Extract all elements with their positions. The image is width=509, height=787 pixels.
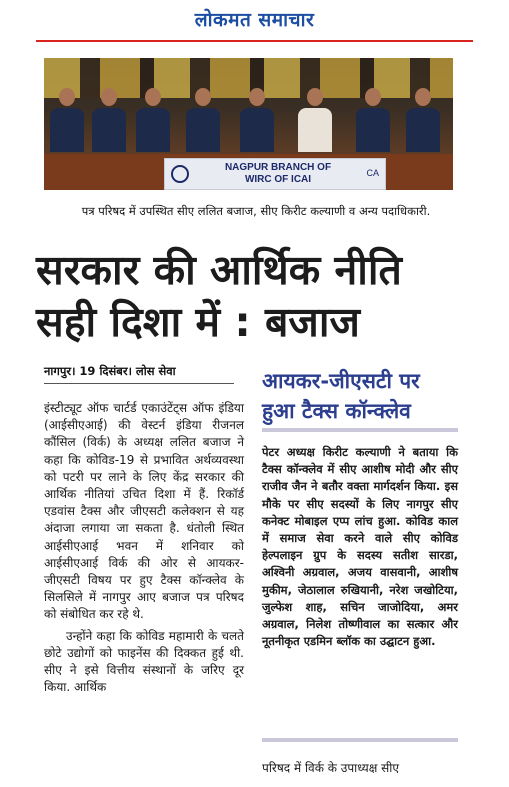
photo-person [240,88,274,154]
article-paragraph: इंस्टीट्यूट ऑफ चार्टर्ड एकाउंटेंट्स ऑफ इंडिया (आईसीएआई) की वेस्टर्न इंडिया रीजनल कौंसिल (विर्क) के अध्यक्ष ललित बजाज ने कहा कि कोविड-19 से प्रभावित अर्थव्यवस्था को पटरी पर लाने के लिए केंद्र सरकार की आर्थिक नीतियां उचित दिशा में हैं. रिकॉर्ड एडवांस टैक्स और जीएसटी कलेक्शन से यह अंदाजा लगाया जा सकता है. धंतोली स्थित आईसीएआई भवन में शनिवार को आईसीएआई विर्क की ओर से आयकर-जीएसटी विषय पर हुए टैक्स कॉन्क्लेव के सिलसिले में नागपुर आए बजाज पत्र परिषद को संबोधित कर रहे थे. [44,401,244,622]
subheadline-line-1: आयकर-जीएसटी पर [262,369,420,393]
banner-line-2: WIRC OF ICAI [244,174,312,185]
banner-text [195,162,361,186]
article-left-column [44,400,244,700]
ca-mark: CA [366,168,379,178]
photo-person [356,88,390,154]
photo-banner [164,158,386,190]
newspaper-title: लोकमत समाचार [194,9,315,31]
masthead [0,0,509,44]
masthead-divider [36,40,473,42]
headline [36,244,476,348]
headline-line-1: सरकार की आर्थिक नीति [36,246,402,294]
photo-caption: पत्र परिषद में उपस्थित सीए ललित बजाज, सीए किरीट कल्याणी व अन्य पदाधिकारी. [81,204,431,218]
article-paragraph: उन्होंने कहा कि कोविड महामारी के चलते छोटे उद्योगों को फाइनेंस की दिक्कत हुई थी. सीए ने इसे वित्तीय संस्थानों के जरिए दूर किया. आर्थिक [44,628,244,695]
subheadline-divider [262,428,458,432]
banner-line-1: NAGPUR BRANCH OF [224,162,332,173]
photo-person [92,88,126,154]
subheadline [262,366,462,426]
right-column-divider [262,738,458,742]
icai-logo-icon [171,165,189,183]
article-continuation: परिषद में विर्क के उपाध्यक्ष सीए [262,761,400,775]
photo-person [186,88,220,154]
dateline: नागपुर। 19 दिसंबर। लोस सेवा [44,364,234,384]
headline-line-2: सही दिशा में : बजाज [36,298,360,346]
press-conference-photo [44,58,453,190]
photo-person [298,88,332,154]
photo-person [406,88,440,154]
subheadline-line-2: हुआ टैक्स कॉन्क्लेव [262,399,411,423]
photo-person [50,88,84,154]
photo-person [136,88,170,154]
article-right-column: पेटर अध्यक्ष किरीट कल्याणी ने बताया कि टैक्स कॉन्क्लेव में सीए आशीष मोदी और सीए राजीव जैन ने बतौर वक्ता मार्गदर्शन किया. इस मौके पर सीए सदस्यों के लिए नागपुर सीए कनेक्ट मोबाइल एप्प लांच हुआ. कोविड काल में समाज सेवा करने वाले सीए कोविड हेल्पलाइन ग्रुप के सदस्य सतीश सारडा, अश्विनी अग्रवाल, अजय वासवानी, आशीष मुकीम, जेठालाल रुखियानी, नरेश जखोटिया, जुल्फेश शाह, सचिन जाजोदिया, अमर अग्रवाल, निलेश तोष्णीवाल का सत्कार और नूतनीकृत एडमिन ब्लॉक का उद्घाटन हुआ. [262,445,458,649]
